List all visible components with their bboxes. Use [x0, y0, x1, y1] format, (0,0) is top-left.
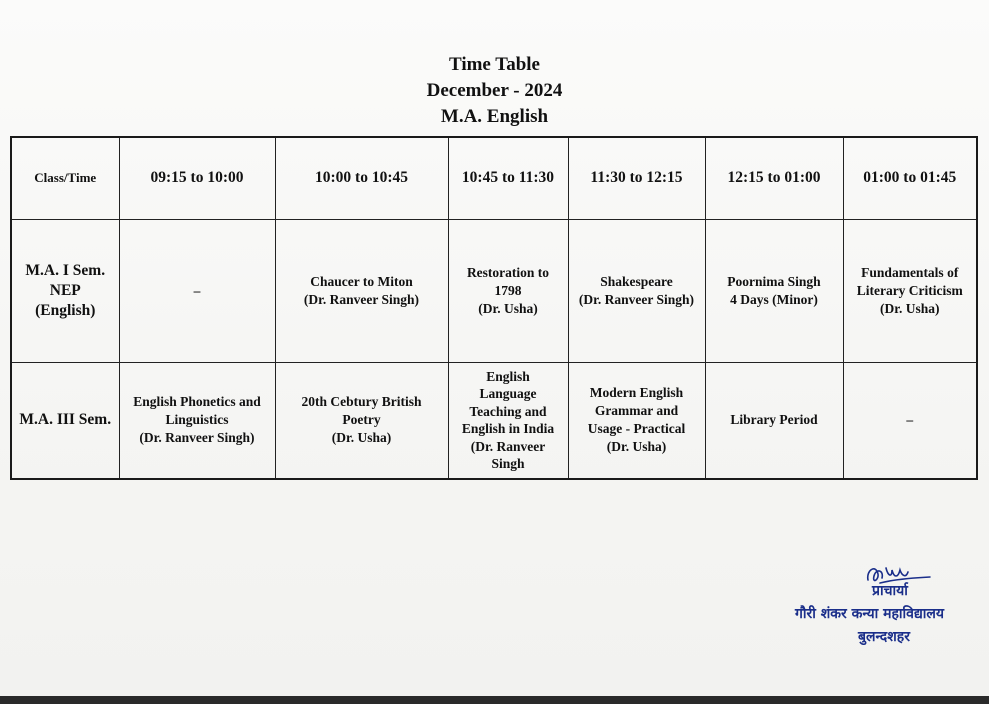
principal-designation: प्राचार्या	[872, 583, 908, 599]
schedule-cell	[448, 219, 568, 362]
time-slot-header: 01:00 to 01:45	[843, 137, 977, 219]
schedule-text: –	[193, 282, 201, 298]
time-slot-header: 11:30 to 12:15	[568, 137, 705, 219]
schedule-text: Library Period	[730, 412, 818, 428]
schedule-cell	[119, 219, 275, 362]
class-name: M.A. III Sem.	[19, 411, 112, 429]
timetable-header-row	[11, 137, 977, 219]
schedule-text: Poornima Singh 4 Days (Minor)	[727, 273, 821, 307]
bottom-bar	[0, 696, 989, 704]
schedule-text: Modern English Grammar and Usage - Practical (Dr. Usha)	[587, 385, 686, 455]
table-row	[11, 219, 977, 362]
class-name-cell	[11, 362, 119, 479]
corner-cell: Class/Time	[11, 137, 119, 219]
schedule-text: –	[906, 412, 914, 428]
timetable	[10, 136, 978, 480]
schedule-cell	[275, 219, 448, 362]
schedule-cell	[448, 362, 568, 479]
schedule-cell	[705, 219, 843, 362]
class-name-cell	[11, 219, 119, 362]
schedule-text: 20th Cebtury British Poetry (Dr. Usha)	[301, 394, 422, 446]
time-slot-header: 12:15 to 01:00	[705, 137, 843, 219]
college-name: गौरी शंकर कन्या महाविद्यालय	[795, 606, 945, 622]
schedule-text: Fundamentals of Literary Criticism (Dr. Usha)	[856, 264, 963, 316]
table-row	[11, 362, 977, 479]
schedule-text: Shakespeare (Dr. Ranveer Singh)	[578, 273, 695, 307]
document-period: December - 2024	[426, 80, 563, 101]
schedule-text: English Phonetics and Linguistics (Dr. Ranveer Singh)	[133, 394, 261, 446]
document-title: Time Table	[449, 54, 540, 75]
schedule-cell	[843, 362, 977, 479]
schedule-cell	[568, 219, 705, 362]
schedule-cell	[275, 362, 448, 479]
schedule-text: Restoration to 1798 (Dr. Usha)	[466, 264, 550, 316]
schedule-cell	[568, 362, 705, 479]
time-slot-header: 09:15 to 10:00	[119, 137, 275, 219]
college-city: बुलन्दशहर	[858, 629, 910, 645]
time-slot-header: 10:00 to 10:45	[275, 137, 448, 219]
class-name: M.A. I Sem. NEP (English)	[25, 261, 106, 319]
schedule-text: English Language Teaching and English in India (Dr. Ranveer Singh	[461, 368, 555, 472]
schedule-cell	[119, 362, 275, 479]
schedule-cell	[843, 219, 977, 362]
schedule-text: Chaucer to Miton (Dr. Ranveer Singh)	[303, 273, 420, 307]
schedule-cell	[705, 362, 843, 479]
time-slot-header: 10:45 to 11:30	[448, 137, 568, 219]
document-course: M.A. English	[440, 106, 549, 127]
